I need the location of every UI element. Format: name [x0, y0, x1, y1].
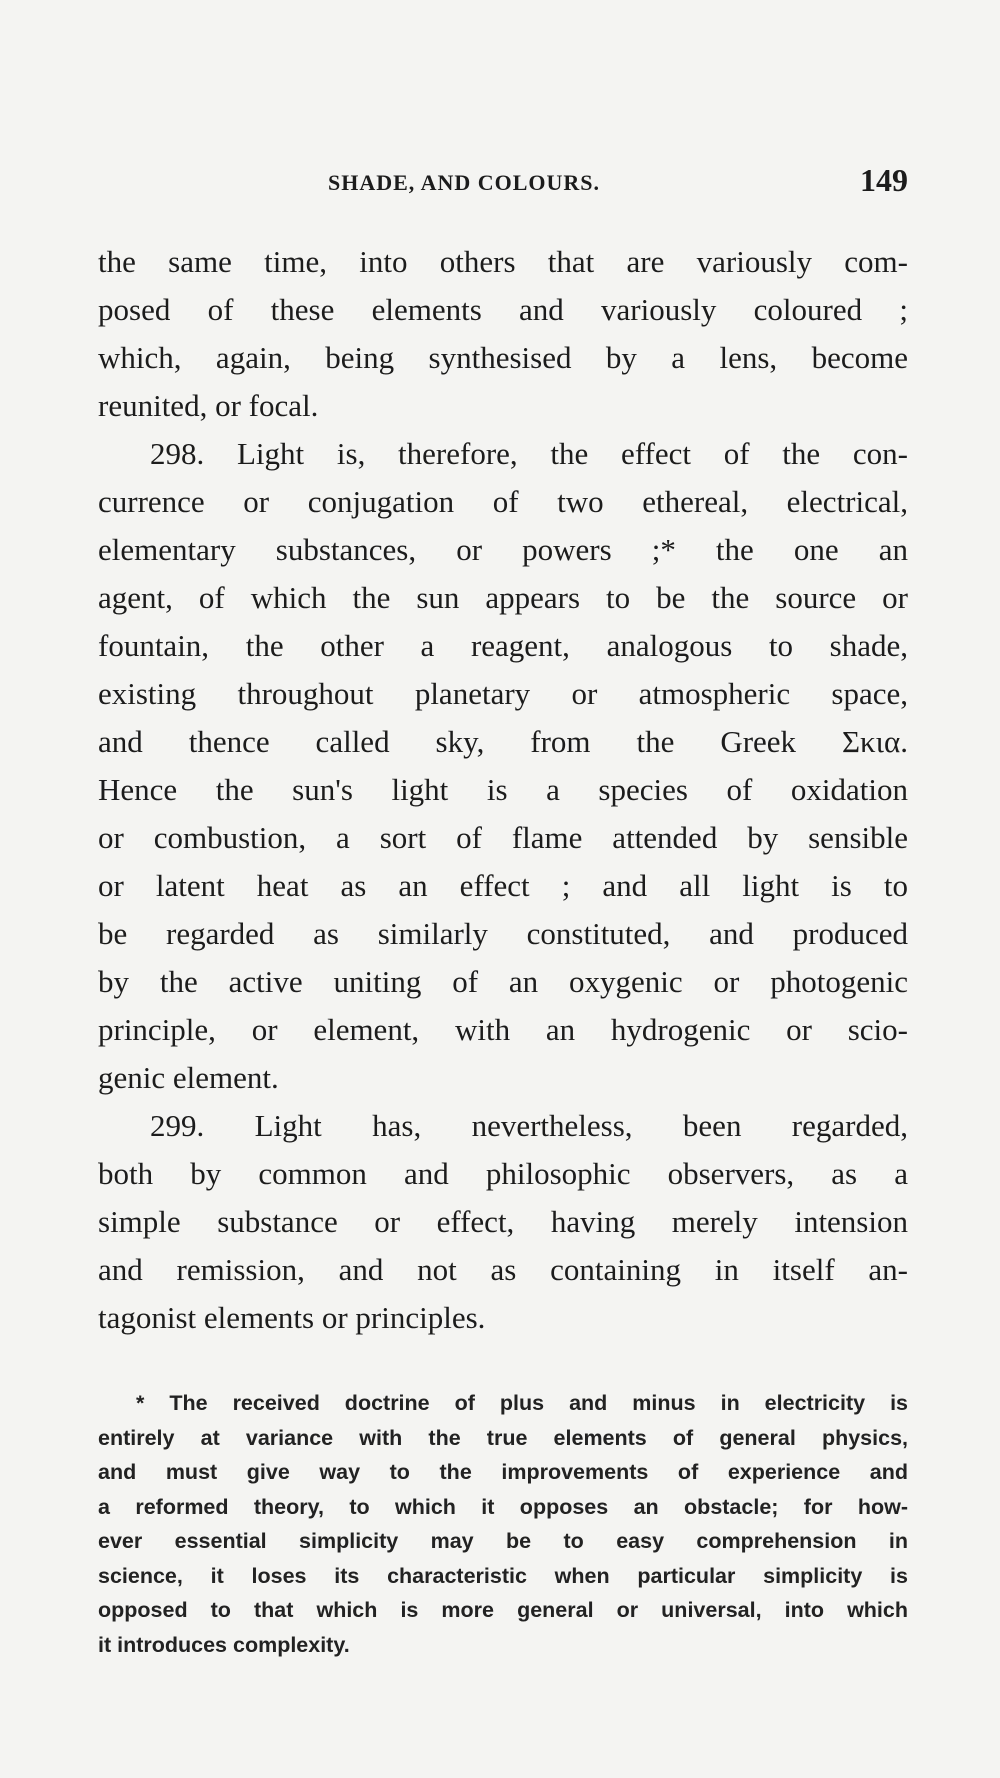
body-line: genic element. [98, 1060, 279, 1095]
running-head [98, 162, 908, 212]
footnote [98, 1386, 908, 1662]
footnote-line: it introduces complexity. [98, 1632, 350, 1657]
running-head-title: SHADE, AND COLOURS. [328, 170, 601, 195]
body-line: elementary substances, or powers ;* the one an [98, 532, 908, 567]
body-line: fountain, the other a reagent, analogous to shade, [98, 628, 908, 663]
body-line: agent, of which the sun appears to be the source or [98, 580, 908, 615]
body-text [98, 238, 908, 1342]
footnote-line: and must give way to the improvements of experience and [98, 1460, 908, 1484]
body-line: and remission, and not as containing in itself an- [98, 1252, 908, 1287]
footnote-line: a reformed theory, to which it opposes an obstacle; for how- [98, 1494, 908, 1519]
body-line: be regarded as similarly constituted, and produced [98, 916, 908, 951]
body-line: Hence the sun's light is a species of oxidation [98, 772, 908, 807]
body-line: by the active uniting of an oxygenic or photogenic [98, 964, 908, 999]
paragraph-299-start: 299. Light has, nevertheless, been regarded, [150, 1108, 908, 1143]
body-line: or combustion, a sort of flame attended by sensible [98, 820, 908, 855]
body-line: which, again, being synthesised by a lens, become [98, 340, 908, 375]
body-line: existing throughout planetary or atmospheric space, [98, 676, 908, 711]
body-line: principle, or element, with an hydrogenic or scio- [98, 1012, 908, 1047]
footnote-line: * The received doctrine of plus and minus in electricity is [136, 1391, 908, 1415]
body-line: posed of these elements and variously coloured ; [98, 292, 908, 327]
footnote-line: entirely at variance with the true elements of general physics, [98, 1425, 908, 1450]
body-line: the same time, into others that are variously com- [98, 244, 908, 279]
body-line: or latent heat as an effect ; and all light is to [98, 868, 908, 903]
body-line: tagonist elements or principles. [98, 1300, 486, 1335]
footnote-line: science, it loses its characteristic when particular simplicity is [98, 1563, 908, 1588]
body-line: and thence called sky, from the Greek Σκια. [98, 724, 908, 759]
page-number: 149 [860, 162, 908, 198]
body-line: simple substance or effect, having merely intension [98, 1204, 908, 1239]
body-line: reunited, or focal. [98, 388, 319, 423]
footnote-line: ever essential simplicity may be to easy comprehension in [98, 1529, 908, 1553]
body-line: both by common and philosophic observers, as a [98, 1156, 908, 1191]
paragraph-298-start: 298. Light is, therefore, the effect of the con- [150, 436, 908, 471]
body-line: currence or conjugation of two ethereal, electrical, [98, 484, 908, 519]
footnote-line: opposed to that which is more general or universal, into which [98, 1598, 908, 1622]
